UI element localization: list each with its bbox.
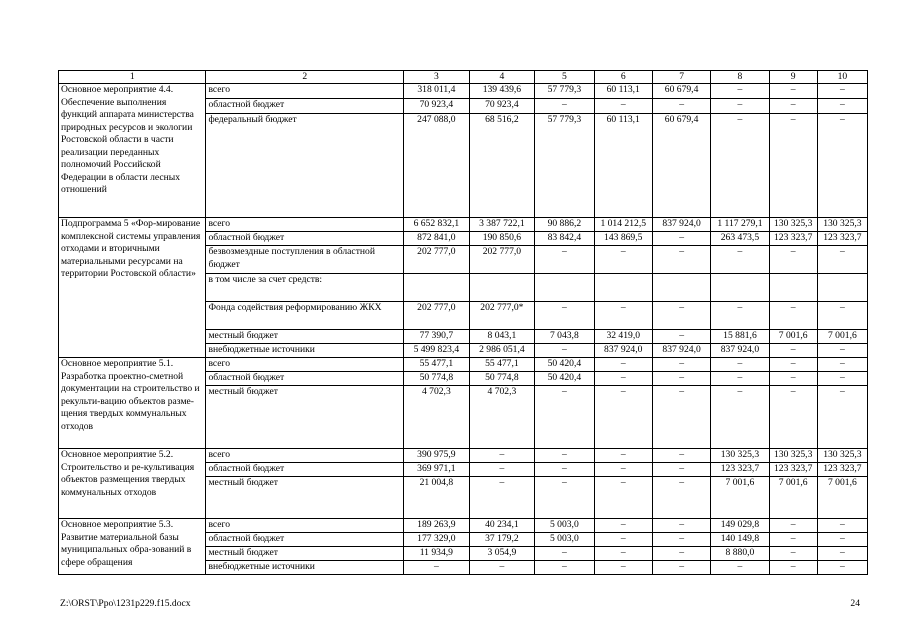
value-cell: – <box>652 99 710 114</box>
value-cell: – <box>817 386 867 449</box>
funding-source: федеральный бюджет <box>206 114 404 218</box>
value-cell: 15 881,6 <box>711 330 769 344</box>
value-cell: 50 420,4 <box>535 372 594 386</box>
value-cell: 263 473,5 <box>711 232 769 246</box>
value-cell: – <box>769 533 817 547</box>
value-cell: – <box>711 372 769 386</box>
value-cell: – <box>769 561 817 575</box>
value-cell: – <box>652 463 710 477</box>
funding-source: областной бюджет <box>206 232 404 246</box>
value-cell: – <box>594 533 652 547</box>
value-cell: – <box>817 246 867 274</box>
value-cell: – <box>594 561 652 575</box>
value-cell: – <box>769 547 817 561</box>
value-cell: – <box>817 519 867 533</box>
program-label: Основное мероприятие 5.1. Разработка проектно-сметной документации на строительство и рекульти-вацию объектов разме-щения твердых коммунальных отходов <box>59 358 206 449</box>
header-row <box>59 71 868 84</box>
funding-source: всего <box>206 449 404 463</box>
value-cell: – <box>652 358 710 372</box>
value-cell: 3 387 722,1 <box>469 218 535 232</box>
value-cell: – <box>652 302 710 330</box>
value-cell: – <box>594 302 652 330</box>
funding-source: всего <box>206 218 404 232</box>
value-cell: – <box>535 99 594 114</box>
value-cell: 2 986 051,4 <box>469 344 535 358</box>
value-cell: 247 088,0 <box>404 114 470 218</box>
value-cell: – <box>535 547 594 561</box>
value-cell: 7 001,6 <box>817 330 867 344</box>
value-cell <box>711 274 769 302</box>
table-row <box>59 449 868 463</box>
value-cell: 55 477,1 <box>469 358 535 372</box>
value-cell: 70 923,4 <box>469 99 535 114</box>
value-cell: 57 779,3 <box>535 84 594 99</box>
funding-source: областной бюджет <box>206 533 404 547</box>
funding-source: местный бюджет <box>206 477 404 519</box>
value-cell: 70 923,4 <box>404 99 470 114</box>
value-cell: 5 499 823,4 <box>404 344 470 358</box>
value-cell <box>469 274 535 302</box>
page-number: 24 <box>850 598 860 609</box>
value-cell: 1 117 279,1 <box>711 218 769 232</box>
value-cell: 202 777,0* <box>469 302 535 330</box>
value-cell: – <box>469 449 535 463</box>
value-cell: – <box>652 477 710 519</box>
value-cell: – <box>594 372 652 386</box>
value-cell: – <box>652 330 710 344</box>
value-cell: – <box>769 519 817 533</box>
value-cell: 123 323,7 <box>817 232 867 246</box>
program-label: Основное мероприятие 4.4. Обеспечение выполнения функций аппарата министерства природных ресурсов и экологии Ростовской области в части реализации переданных полномочий Российской Федерации в области лесных отношений <box>59 84 206 218</box>
value-cell: – <box>652 547 710 561</box>
program-label: Основное мероприятие 5.2. Строительство и ре-культивация объектов размещения твердых коммунальных отходов <box>59 449 206 519</box>
value-cell: 8 043,1 <box>469 330 535 344</box>
value-cell: 123 323,7 <box>711 463 769 477</box>
value-cell: 4 702,3 <box>469 386 535 449</box>
value-cell: 21 004,8 <box>404 477 470 519</box>
value-cell: 202 777,0 <box>469 246 535 274</box>
value-cell: 177 329,0 <box>404 533 470 547</box>
value-cell: – <box>711 114 769 218</box>
value-cell: 149 029,8 <box>711 519 769 533</box>
value-cell: – <box>817 344 867 358</box>
value-cell: – <box>594 246 652 274</box>
value-cell: 5 003,0 <box>535 519 594 533</box>
value-cell <box>535 274 594 302</box>
header-cell: 9 <box>769 71 817 84</box>
value-cell <box>817 274 867 302</box>
funding-source: областной бюджет <box>206 372 404 386</box>
value-cell: 7 001,6 <box>817 477 867 519</box>
table-row <box>59 218 868 232</box>
value-cell: – <box>594 547 652 561</box>
value-cell: – <box>535 463 594 477</box>
program-label: Подпрограмма 5 «Фор-мирование комплексной системы управления отходами и вторичными материальными ресурсами на территории Ростовской области» <box>59 218 206 358</box>
funding-source: внебюджетные источники <box>206 344 404 358</box>
value-cell: – <box>817 99 867 114</box>
value-cell: – <box>469 561 535 575</box>
value-cell: – <box>769 84 817 99</box>
value-cell: – <box>594 477 652 519</box>
value-cell: 202 777,0 <box>404 302 470 330</box>
value-cell: – <box>817 302 867 330</box>
value-cell: – <box>711 386 769 449</box>
funding-source: областной бюджет <box>206 99 404 114</box>
value-cell: – <box>535 477 594 519</box>
header-cell: 3 <box>404 71 470 84</box>
value-cell: 130 325,3 <box>769 218 817 232</box>
table-row <box>59 519 868 533</box>
value-cell: – <box>594 463 652 477</box>
value-cell: – <box>817 547 867 561</box>
value-cell: 369 971,1 <box>404 463 470 477</box>
value-cell: 60 113,1 <box>594 84 652 99</box>
value-cell: – <box>711 561 769 575</box>
value-cell: 37 179,2 <box>469 533 535 547</box>
value-cell: 1 014 212,5 <box>594 218 652 232</box>
value-cell: – <box>535 246 594 274</box>
value-cell: – <box>817 372 867 386</box>
value-cell: – <box>535 561 594 575</box>
value-cell: 8 880,0 <box>711 547 769 561</box>
value-cell: – <box>711 302 769 330</box>
value-cell: 11 934,9 <box>404 547 470 561</box>
value-cell: – <box>469 463 535 477</box>
value-cell: 837 924,0 <box>652 344 710 358</box>
funding-source: местный бюджет <box>206 386 404 449</box>
value-cell: 50 774,8 <box>469 372 535 386</box>
value-cell: – <box>535 302 594 330</box>
value-cell: 130 325,3 <box>769 449 817 463</box>
header-cell: 5 <box>535 71 594 84</box>
value-cell: – <box>652 533 710 547</box>
header-cell: 10 <box>817 71 867 84</box>
value-cell: – <box>769 246 817 274</box>
funding-source: областной бюджет <box>206 463 404 477</box>
header-cell: 8 <box>711 71 769 84</box>
header-cell: 7 <box>652 71 710 84</box>
value-cell: – <box>535 344 594 358</box>
value-cell: – <box>817 114 867 218</box>
value-cell: – <box>652 561 710 575</box>
value-cell: – <box>652 232 710 246</box>
funding-source: всего <box>206 84 404 99</box>
funding-source: всего <box>206 519 404 533</box>
value-cell: – <box>469 477 535 519</box>
value-cell: – <box>769 302 817 330</box>
value-cell: – <box>535 449 594 463</box>
value-cell: 90 886,2 <box>535 218 594 232</box>
value-cell: 7 043,8 <box>535 330 594 344</box>
value-cell: 6 652 832,1 <box>404 218 470 232</box>
value-cell: 57 779,3 <box>535 114 594 218</box>
value-cell: – <box>769 344 817 358</box>
value-cell: – <box>535 386 594 449</box>
value-cell: 60 679,4 <box>652 114 710 218</box>
value-cell: – <box>711 246 769 274</box>
value-cell: 190 850,6 <box>469 232 535 246</box>
value-cell: 7 001,6 <box>769 477 817 519</box>
header-cell: 2 <box>206 71 404 84</box>
value-cell: 837 924,0 <box>594 344 652 358</box>
value-cell: 202 777,0 <box>404 246 470 274</box>
program-label: Основное мероприятие 5.3. Развитие материальной базы муниципальных обра-зований в сфере обращения <box>59 519 206 575</box>
value-cell: – <box>769 99 817 114</box>
value-cell: 130 325,3 <box>817 449 867 463</box>
value-cell: – <box>652 386 710 449</box>
value-cell: 872 841,0 <box>404 232 470 246</box>
value-cell: – <box>817 358 867 372</box>
value-cell: 60 113,1 <box>594 114 652 218</box>
header-cell: 1 <box>59 71 206 84</box>
value-cell: – <box>817 533 867 547</box>
value-cell <box>594 274 652 302</box>
value-cell: – <box>594 358 652 372</box>
value-cell: 123 323,7 <box>817 463 867 477</box>
value-cell: – <box>652 372 710 386</box>
value-cell: 837 924,0 <box>652 218 710 232</box>
value-cell: 60 679,4 <box>652 84 710 99</box>
value-cell: – <box>711 358 769 372</box>
funding-source: местный бюджет <box>206 547 404 561</box>
value-cell: 5 003,0 <box>535 533 594 547</box>
funding-source: всего <box>206 358 404 372</box>
value-cell: 32 419,0 <box>594 330 652 344</box>
value-cell: 189 263,9 <box>404 519 470 533</box>
value-cell: – <box>404 561 470 575</box>
value-cell: 55 477,1 <box>404 358 470 372</box>
value-cell: – <box>711 99 769 114</box>
value-cell <box>652 274 710 302</box>
value-cell: 390 975,9 <box>404 449 470 463</box>
value-cell: 123 323,7 <box>769 232 817 246</box>
value-cell: – <box>652 519 710 533</box>
value-cell: – <box>652 246 710 274</box>
value-cell: – <box>594 386 652 449</box>
header-cell: 4 <box>469 71 535 84</box>
value-cell: 123 323,7 <box>769 463 817 477</box>
value-cell: 318 011,4 <box>404 84 470 99</box>
funding-source: местный бюджет <box>206 330 404 344</box>
value-cell: 130 325,3 <box>711 449 769 463</box>
value-cell: – <box>652 449 710 463</box>
table-row <box>59 84 868 99</box>
value-cell: 4 702,3 <box>404 386 470 449</box>
funding-source: внебюджетные источники <box>206 561 404 575</box>
value-cell: 3 054,9 <box>469 547 535 561</box>
value-cell: 139 439,6 <box>469 84 535 99</box>
value-cell <box>404 274 470 302</box>
value-cell: – <box>711 84 769 99</box>
value-cell: – <box>594 449 652 463</box>
value-cell: 130 325,3 <box>817 218 867 232</box>
value-cell: – <box>817 561 867 575</box>
value-cell: 83 842,4 <box>535 232 594 246</box>
value-cell: 7 001,6 <box>711 477 769 519</box>
funding-source: безвозмездные поступления в областной бюджет <box>206 246 404 274</box>
value-cell: 140 149,8 <box>711 533 769 547</box>
value-cell: – <box>817 84 867 99</box>
table-row <box>59 358 868 372</box>
value-cell: 837 924,0 <box>711 344 769 358</box>
value-cell: 77 390,7 <box>404 330 470 344</box>
value-cell: 40 234,1 <box>469 519 535 533</box>
value-cell: – <box>594 99 652 114</box>
value-cell: – <box>769 372 817 386</box>
value-cell: – <box>594 519 652 533</box>
file-path: Z:\ORST\Ppo\1231p229.f15.docx <box>60 598 191 609</box>
value-cell: – <box>769 114 817 218</box>
value-cell: 7 001,6 <box>769 330 817 344</box>
budget-table <box>58 70 868 575</box>
value-cell: – <box>769 386 817 449</box>
funding-source: в том числе за счет средств: <box>206 274 404 302</box>
header-cell: 6 <box>594 71 652 84</box>
value-cell: 68 516,2 <box>469 114 535 218</box>
value-cell: – <box>769 358 817 372</box>
value-cell: 143 869,5 <box>594 232 652 246</box>
value-cell: 50 774,8 <box>404 372 470 386</box>
value-cell <box>769 274 817 302</box>
value-cell: 50 420,4 <box>535 358 594 372</box>
funding-source: Фонда содействия реформированию ЖКХ <box>206 302 404 330</box>
